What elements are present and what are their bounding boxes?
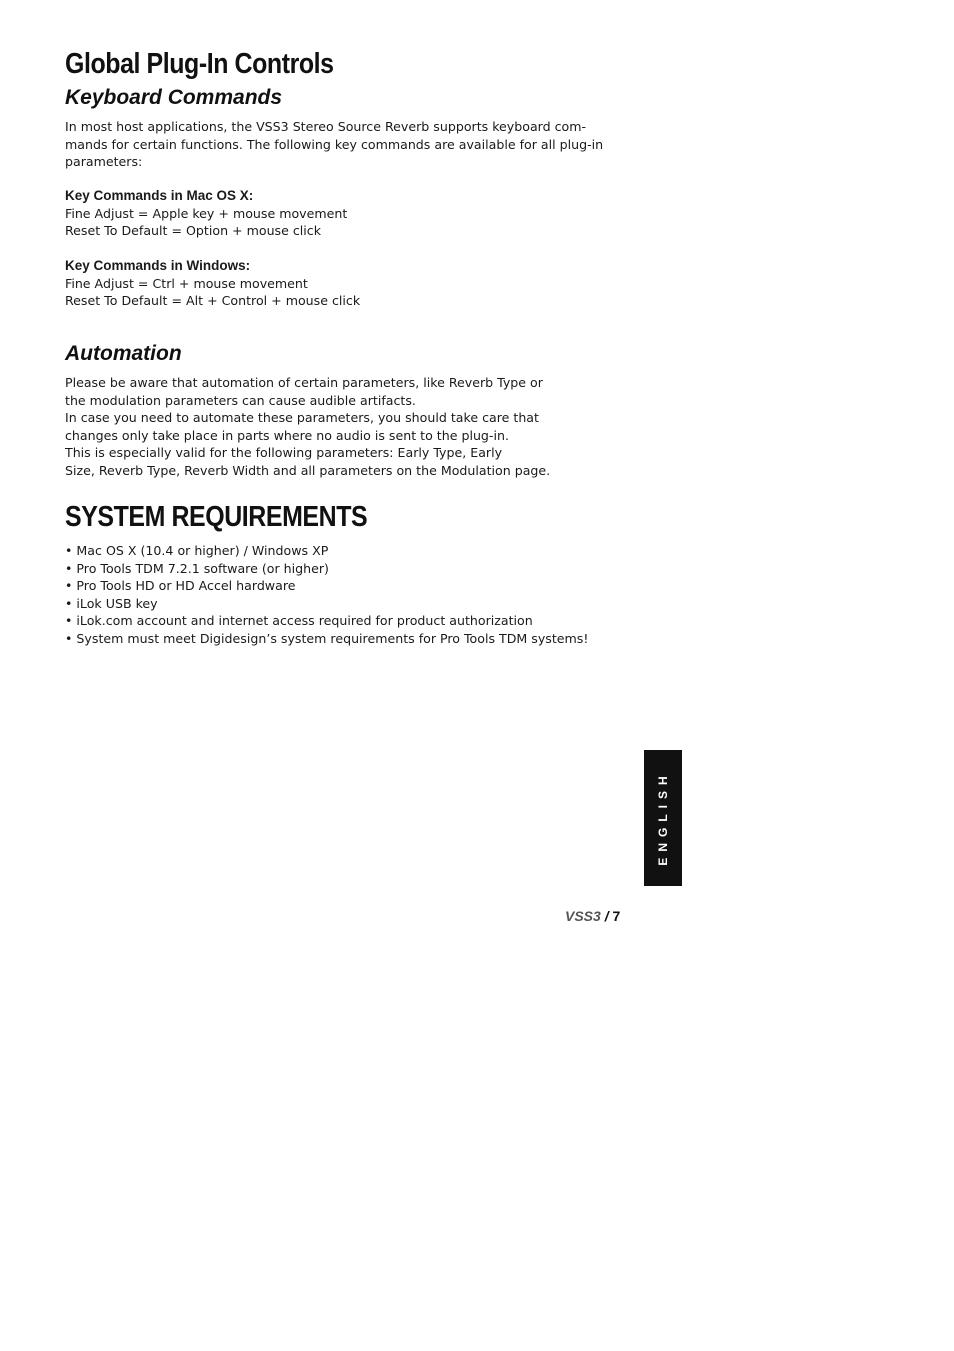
automation-line: the modulation parameters can cause audible artifacts. [65,392,416,408]
windows-command-line: Fine Adjust = Ctrl + mouse movement [65,275,308,291]
mac-command-line: Fine Adjust = Apple key + mouse movement [65,205,348,221]
windows-key-commands [65,257,360,310]
language-tab-label: ENGLISH [656,770,670,866]
automation-line: In case you need to automate these parameters, you should take care that [65,410,539,426]
page-title: Global Plug-In Controls [65,48,334,80]
windows-command-line: Reset To Default = Alt + Control + mouse click [65,293,361,309]
keyboard-commands-heading: Keyboard Commands [65,86,283,109]
automation-paragraph [65,374,550,480]
footer-separator: / [600,908,613,924]
intro-line: mands for certain functions. The following key commands are available for all plug-in [65,136,604,152]
list-item: • Pro Tools HD or HD Accel hardware [65,578,296,594]
list-item: • iLok.com account and internet access required for product authorization [65,613,533,629]
automation-heading: Automation [65,342,182,365]
page-number: 7 [612,908,621,924]
keyboard-intro-paragraph [65,118,625,171]
automation-line: Size, Reverb Type, Reverb Width and all parameters on the Modulation page. [65,462,551,478]
automation-line: This is especially valid for the following parameters: Early Type, Early [65,445,503,461]
list-item: • iLok USB key [65,595,158,611]
intro-line: parameters: [65,154,143,170]
system-requirements-title: SYSTEM REQUIREMENTS [65,501,368,533]
automation-line: changes only take place in parts where no audio is sent to the plug-in. [65,427,509,443]
page-footer [565,908,620,924]
requirements-list [65,542,588,648]
windows-key-commands-heading: Key Commands in Windows: [65,258,251,273]
list-item: • System must meet Digidesign’s system requirements for Pro Tools TDM systems! [65,630,589,646]
list-item: • Mac OS X (10.4 or higher) / Windows XP [65,543,329,558]
list-item: • Pro Tools TDM 7.2.1 software (or higher) [65,560,329,576]
mac-command-line: Reset To Default = Option + mouse click [65,223,322,239]
language-tab [644,750,682,886]
footer-product-name: VSS3 [565,908,601,924]
mac-key-commands-heading: Key Commands in Mac OS X: [65,188,254,203]
automation-line: Please be aware that automation of certain parameters, like Reverb Type or [65,375,543,390]
intro-line: In most host applications, the VSS3 Stereo Source Reverb supports keyboard com- [65,119,587,134]
mac-key-commands [65,187,347,240]
